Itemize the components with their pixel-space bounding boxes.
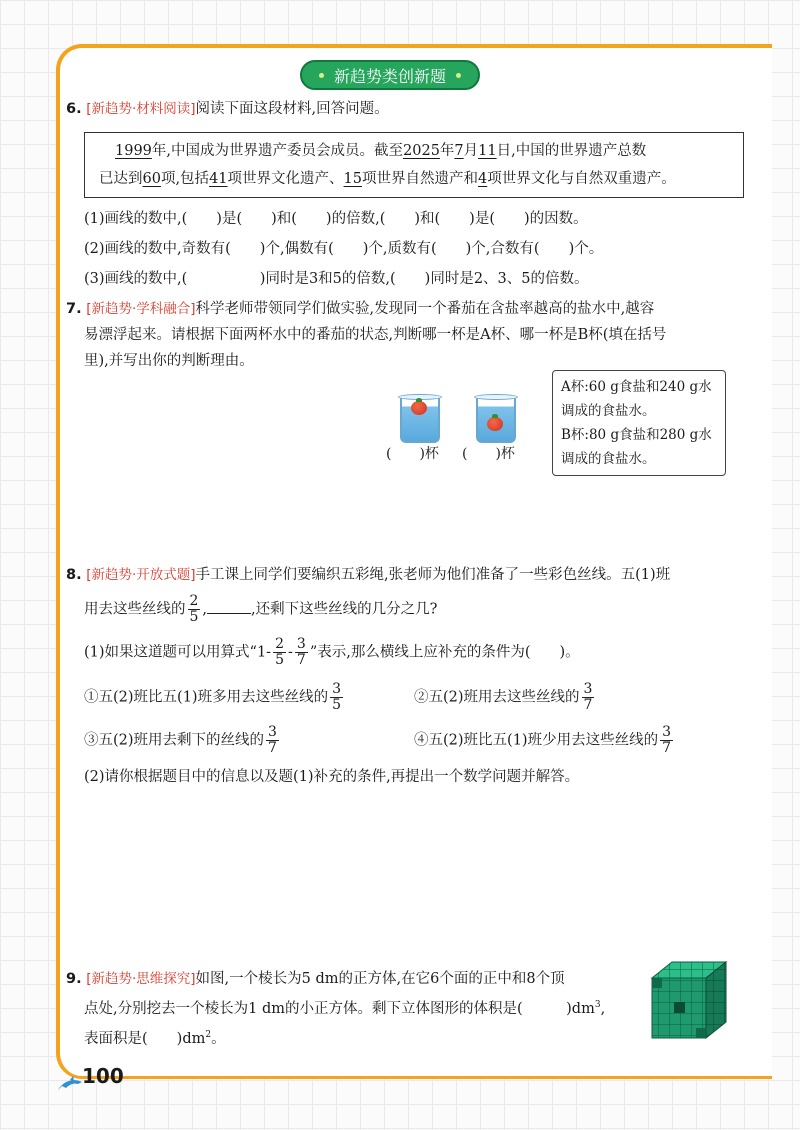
q7-stem-line1 (66, 296, 756, 322)
q8-option-2[interactable] (414, 682, 744, 713)
banner-title: 新趋势类创新题 (333, 66, 446, 86)
material-text: 已达到 (99, 171, 143, 187)
fraction (330, 682, 343, 713)
numerator: 3 (268, 724, 277, 740)
underlined-number: 2025 (403, 143, 440, 159)
material-text: 项世界自然遗产和 (361, 171, 478, 187)
q8-option-4[interactable] (414, 725, 744, 756)
q8-block (66, 562, 756, 790)
q8-sub1[interactable] (66, 637, 756, 668)
q8-sub2[interactable]: (2)请你根据题目中的信息以及题(1)补充的条件,再提出一个数学问题并解答。 (84, 769, 580, 785)
underlined-number: 4 (477, 171, 488, 187)
denominator: 5 (332, 697, 341, 713)
q6-material-box (84, 132, 744, 198)
content (66, 96, 756, 374)
fraction (273, 637, 286, 668)
q8-number: 8. (66, 567, 82, 583)
q8-options-row1 (84, 682, 756, 713)
numerator: 3 (332, 681, 341, 697)
material-text: 项世界文化与自然双重遗产。 (487, 171, 676, 187)
banner-dot-icon (319, 73, 324, 78)
q6-stem (66, 96, 756, 122)
q7-tag: [新趋势·学科融合] (86, 301, 196, 317)
fraction (295, 637, 308, 668)
q9-stem-line1 (66, 966, 646, 992)
cup-b-info: B杯:80 g食盐和280 g水 (561, 427, 712, 443)
cup-right-icon (476, 396, 516, 443)
denominator: 7 (662, 740, 671, 756)
option-text: ④五(2)班比五(1)班少用去这些丝线的 (414, 732, 659, 749)
denominator: 7 (583, 697, 593, 713)
underlined-number: 1999 (115, 143, 152, 159)
superscript: 2 (205, 1029, 212, 1040)
material-text: 年 (439, 143, 455, 159)
fraction (266, 725, 279, 756)
numerator: 3 (583, 681, 593, 697)
q6-material-line1 (99, 137, 733, 165)
q9-block (66, 966, 646, 1052)
tomato-icon (487, 417, 503, 431)
material-text: 项,包括 (160, 171, 210, 187)
q8-sub1-text: ”表示,那么横线上应补充的条件为( )。 (309, 644, 580, 661)
underlined-number: 7 (454, 143, 464, 159)
material-text: 月 (463, 143, 479, 159)
cup-right-label[interactable]: ( )杯 (462, 446, 515, 462)
q8-text: 手工课上同学们要编织五彩绳,张老师为他们准备了一些彩色丝线。五(1)班 (195, 567, 671, 583)
numerator: 2 (275, 636, 284, 652)
q6-sub2[interactable]: (2)画线的数中,奇数有( )个,偶数有( )个,质数有( )个,合数有( )个。 (84, 241, 604, 257)
banner-dot-icon (456, 73, 461, 78)
numerator: 2 (189, 593, 199, 609)
material-text: 项世界文化遗产、 (227, 171, 344, 187)
denominator: 7 (268, 740, 277, 756)
q6-intro: 阅读下面这段材料,回答问题。 (195, 101, 389, 117)
q8-stem-line1 (66, 562, 756, 588)
q7-number: 7. (66, 301, 82, 317)
q8-text: 用去这些丝线的 (84, 601, 186, 618)
q8-tag: [新趋势·开放式题] (86, 567, 196, 583)
denominator: 5 (275, 652, 284, 668)
q9-text: 如图,一个棱长为5 dm的正方体,在它6个面的正中和8个顶 (195, 971, 565, 987)
q8-text: , (202, 601, 208, 618)
option-text: ③五(2)班用去剩下的丝线的 (84, 732, 265, 749)
q6-number: 6. (66, 101, 82, 117)
q9-text: 表面积是( )dm (84, 1030, 206, 1047)
numerator: 3 (296, 636, 306, 652)
q9-stem-line3[interactable] (66, 1022, 646, 1052)
cube-figure-icon (648, 958, 728, 1042)
fraction (660, 725, 673, 756)
q8-option-3[interactable] (84, 725, 414, 756)
q8-options-row2 (84, 725, 756, 756)
page-number: 100 (82, 1064, 124, 1088)
superscript: 3 (594, 1000, 601, 1010)
underlined-number: 15 (343, 171, 362, 187)
q6-sub1[interactable]: (1)画线的数中,( )是( )和( )的倍数,( )和( )是( )的因数。 (84, 211, 588, 227)
q9-tag: [新趋势·思维探究] (86, 971, 196, 987)
option-text: ②五(2)班用去这些丝线的 (414, 689, 580, 706)
q9-stem-line2[interactable] (66, 992, 646, 1022)
q6-tag: [新趋势·材料阅读] (86, 101, 196, 117)
underlined-number: 41 (209, 171, 228, 187)
q6-material-line2 (99, 165, 733, 193)
cup-b-info-cont: 调成的食盐水。 (561, 451, 656, 467)
q7-info-box (552, 370, 726, 476)
numerator: 3 (662, 724, 671, 740)
q9-number: 9. (66, 971, 82, 987)
denominator: 5 (189, 609, 199, 625)
option-text: ①五(2)班比五(1)班多用去这些丝线的 (84, 689, 329, 706)
cup-a-info: A杯:60 g食盐和240 g水 (561, 379, 712, 395)
q7-text: 科学老师带领同学们做实验,发现同一个番茄在含盐率越高的盐水中,越容 (195, 301, 655, 317)
q9-text: 点处,分别挖去一个棱长为1 dm的小正方体。剩下立体图形的体积是( )dm (84, 1000, 595, 1017)
q8-text: ,还剩下这些丝线的几分之几? (251, 601, 438, 618)
cup-left-icon (400, 396, 440, 443)
tomato-icon (411, 401, 427, 415)
minus-sign: - (288, 644, 293, 661)
material-text: 年,中国成为世界遗产委员会成员。截至 (151, 143, 404, 159)
q7-stem-line2: 易漂浮起来。请根据下面两杯水中的番茄的状态,判断哪一杯是A杯、哪一杯是B杯(填在括号 (84, 327, 667, 343)
underlined-number: 60 (142, 171, 161, 187)
q9-text: 。 (211, 1030, 226, 1047)
cup-left-label[interactable]: ( )杯 (386, 446, 439, 462)
q8-option-1[interactable] (84, 682, 414, 713)
q7-stem-line3: 里),并写出你的判断理由。 (84, 353, 254, 369)
fraction (582, 682, 595, 713)
q8-sub1-text: (1)如果这道题可以用算式“1- (84, 644, 272, 661)
denominator: 7 (296, 652, 306, 668)
answer-line[interactable] (207, 599, 251, 614)
q8-stem-line2 (66, 594, 756, 625)
section-banner (300, 60, 480, 90)
q6-sub3[interactable]: (3)画线的数中,( )同时是3和5的倍数,( )同时是2、3、5的倍数。 (84, 271, 589, 287)
cup-a-info-cont: 调成的食盐水。 (561, 403, 656, 419)
fraction (188, 594, 201, 625)
underlined-number: 11 (478, 143, 497, 159)
q9-text: , (600, 1000, 606, 1017)
material-text: 日,中国的世界遗产总数 (496, 143, 647, 159)
